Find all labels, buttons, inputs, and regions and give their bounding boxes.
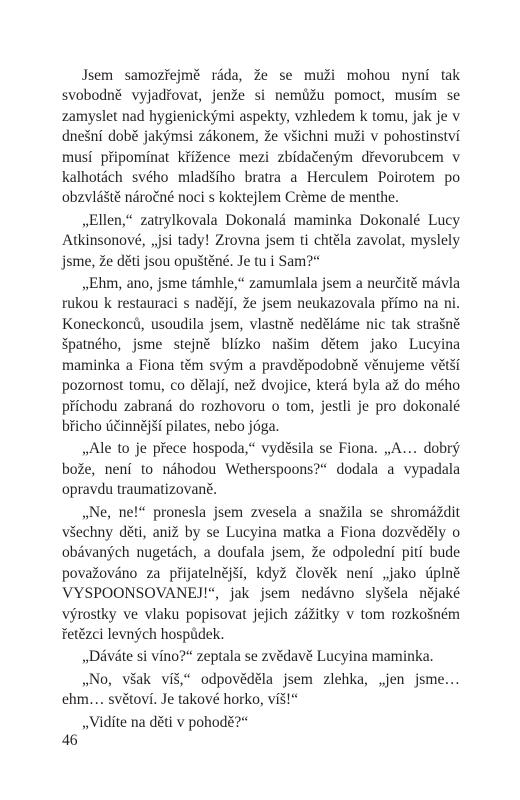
paragraph: „Ellen,“ zatrylkovala Dokonalá maminka Dokonalé Lucy Atkinsonové, „jsi tady! Zrovna jsem ti chtěla zavolat, myslely jsme, že děti jsou opuštěné. Je tu i Sam?“ (62, 211, 460, 270)
paragraph: „Ne, ne!“ pronesla jsem zvesela a snažila se shromáždit všechny děti, aniž by se Lucyina matka a Fiona dozvěděly o obávaných nugetách, a doufala jsem, že odpolední pití bude považováno za přijatelnější, když člověk není „jako úplně VYSPOONSOVANEJ!“, jak jsem nedávno slyšela nějaké výrostky ve vlaku popisovat jejich zážitky v tom rozkošném řetězci levných hospůdek. (62, 503, 460, 643)
paragraph: Jsem samozřejmě ráda, že se muži mohou nyní tak svobodně vyjadřovat, jenže si nemůžu pomoct, musím se zamyslet nad hygienickými aspekty, vzhledem k tomu, jak je v dnešní době jakýmsi zákonem, že všichni muži v pohostinství musí připomínat křížence mezi zbídačeným dřevorubcem v kalhotách svého mladšího bratra a Herculem Poirotem po obzvláště náročné noci s koktejlem Crème de menthe. (62, 67, 460, 207)
paragraph: „Ale to je přece hospoda,“ vyděsila se Fiona. „A… dobrý bože, není to náhodou Wetherspoons?“ dodala a vypadala opravdu traumatizovaně. (62, 440, 460, 499)
page-number: 46 (62, 732, 78, 749)
paragraph: „Ehm, ano, jsme támhle,“ zamumlala jsem a neurčitě mávla rukou k restauraci s nadějí, že jsem neukazovala přímo na ni. Koneckonců, usoudila jsem, vlastně neděláme nic tak strašně špatného, jsme stejně blízko našim dětem jako Lucyina maminka a Fiona těm svým a pravděpodobně věnujeme větší pozornost tomu, co dělají, než dvojice, která byla až do mého příchodu zabraná do rozhovoru o tom, jestli je pro dokonalé břicho účinnější pilates, nebo jóga. (62, 275, 460, 435)
paragraph: „No, však víš,“ odpověděla jsem zlehka, „jen jsme… ehm… světoví. Je takové horko, víš!“ (62, 670, 460, 709)
paragraph: „Vidíte na děti v pohodě?“ (82, 713, 249, 731)
paragraph: „Dáváte si víno?“ zeptala se zvědavě Lucyina maminka. (82, 648, 434, 666)
body-text (62, 66, 460, 733)
